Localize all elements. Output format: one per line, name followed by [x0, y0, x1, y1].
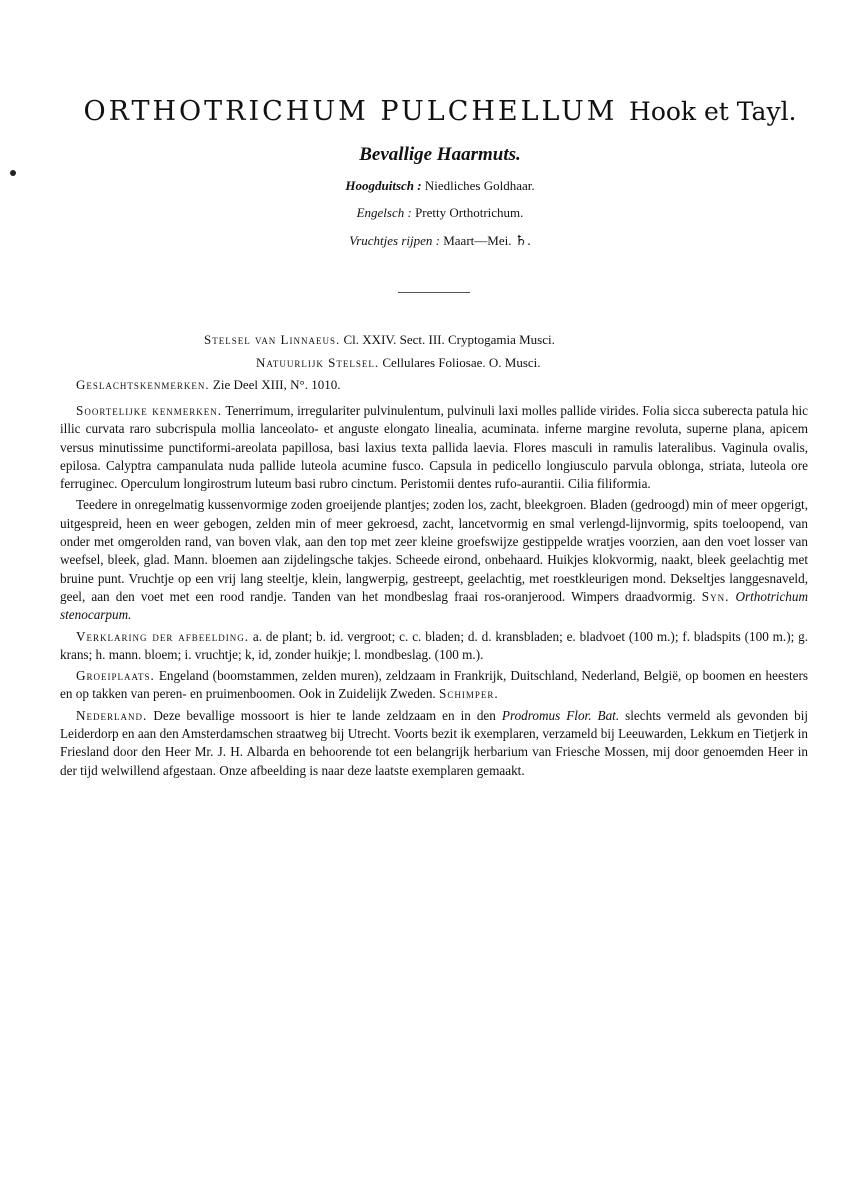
linnaeus-system-line — [204, 332, 555, 348]
species-author: Hook et Tayl. — [629, 97, 797, 126]
dutch-name: Bevallige Haarmuts. — [359, 144, 521, 165]
linnaeus-class: Cl. XXIV. Sect. III. Cryptogamia Musci. — [343, 332, 555, 347]
netherlands-paragraph — [60, 707, 808, 780]
ripening-line — [60, 233, 820, 250]
netherlands-text-2: slechts vermeld als gevonden bij Leiderdorp en aan den Amsterdamschen straatweg bij Utrecht. Voorts bezit ik exemplaren, verzameld bij Leeuwarden, Lekkum en Tietjerk in Friesland door den Heer Mr. J. H. Albarda en behoorende tot een belangrijk herbarium van Friesche Mossen, mij door genoemden Heer in der tijd welwillend afgestaan. Onze afbeelding is naar deze laatste exemplaren gemaakt. — [60, 707, 809, 778]
section-divider — [398, 292, 470, 293]
synonym-text: Orthotrichum stenocarpum. — [60, 588, 809, 623]
genus-characters-label: Geslachtskenmerken. — [76, 377, 210, 392]
figure-explanation-text: a. de plant; b. id. vergroot; c. c. bladen; d. d. kransbladen; e. bladvoet (100 m.); f. bladspits (100 m.); g. krans; h. mann. bloem; i. vruchtje; k, id, zonder huikje; l. mondbeslag. (100 m.). — [60, 628, 809, 662]
habitat-label: Groeiplaats. — [76, 668, 155, 684]
english-label: Engelsch : — [356, 205, 412, 220]
ink-speck — [10, 170, 16, 176]
synonym-label: Syn. — [701, 588, 730, 604]
natural-system-text: Cellulares Foliosae. O. Musci. — [382, 355, 541, 370]
saturn-symbol-icon: ♄. — [514, 234, 531, 249]
species-characters-paragraph — [60, 402, 808, 493]
english-name: Pretty Orthotrichum. — [415, 205, 524, 220]
ripening-period: Maart—Mei. — [443, 233, 512, 248]
habitat-author: Schimper. — [439, 686, 499, 702]
page-title — [60, 96, 820, 127]
ripening-label: Vruchtjes rijpen : — [349, 233, 440, 248]
habitat-paragraph — [60, 667, 808, 704]
habitat-text: Engeland (boomstammen, zelden muren), zeldzaam in Frankrijk, Duitschland, Nederland, België, op boomen en heesters en op takken van peren- en pruimenboomen. Ook in Zuidelijk Zweden. — [60, 668, 809, 702]
figure-explanation-label: Verklaring der afbeelding. — [76, 628, 250, 644]
figure-explanation-paragraph — [60, 628, 808, 665]
dutch-description-paragraph — [60, 496, 808, 624]
dutch-description-text: Teedere in onregelmatig kussenvormige zoden groeijende plantjes; zoden los, zacht, bleekgroen. Bladen (gedroogd) min of meer opgerigt, uitgespreid, heen en weer gebogen, zelden min of meer gekroesd, zacht, lancetvormig en smal verlengd-lijnvormig, spits toeloopend, van onder met omgerolden rand, van boven vlak, aan den top met zeer kleine groefswijze gestippelde wratjes voorzien, aan den voet losser van weefsel, bleek, glad. Mann. bloemen aan zijdelingsche takjes. Scheede eirond, onbehaard. Huikjes klokvormig, naakt, bleek geelachtig met bruine punt. Vruchtje op een vrij lang steeltje, klein, langwerpig, gestreept, geelachtig, met roestkleurigen mond. Dekseltjes langgesnaveld, geel, aan den voet met een rood randje. Tanden van het mondbeslag fraai ros-oranjerood. Wimpers draadvormig. — [60, 497, 808, 604]
prodromus-title: Prodromus Flor. Bat. — [501, 707, 620, 723]
english-name-line — [60, 205, 820, 221]
genus-characters-ref: Zie Deel XIII, N°. 1010. — [212, 377, 341, 392]
natural-system-label: Natuurlijk Stelsel. — [256, 355, 380, 370]
german-label: Hoogduitsch : — [345, 178, 422, 193]
description-body — [60, 402, 808, 783]
genus-characters-line — [76, 377, 340, 393]
species-characters-text: Tenerrimum, irregulariter pulvinulentum, pulvinuli laxi molles pallide virides. Folia sicca suberecta patula hic illic curvata raro subcrispula mollia lanceolato- et anguste elongato linealia, acuminata. inferne margine revoluta, superne plana, apicem versus minutissime punctiformi-areolata papillosa, basi laxius texta pallida laevia. Flores masculi in ramulis lateralibus. Vaginula ovalis, epilosa. Calyptra campanulata nuda pallide luteola acumine fusco. Capsula in pedicello longiusculo parvula oblonga, striata, luteola ore ferruginec. Operculum longirostrum luteum basi rubro cinctum. Peristomii dentes rufo-aurantii. Cilia filiformia. — [60, 403, 809, 492]
species-name: ORTHOTRICHUM PULCHELLUM — [83, 96, 618, 127]
natural-system-line — [256, 355, 541, 371]
netherlands-text-1: Deze bevallige mossoort is hier te lande zeldzaam en in den — [153, 707, 496, 723]
species-characters-label: Soortelijke kenmerken. — [76, 403, 223, 418]
german-name-line — [60, 178, 820, 194]
netherlands-label: Nederland. — [76, 707, 148, 723]
german-name: Niedliches Goldhaar. — [424, 178, 535, 193]
linnaeus-label: Stelsel van Linnaeus. — [204, 332, 341, 347]
